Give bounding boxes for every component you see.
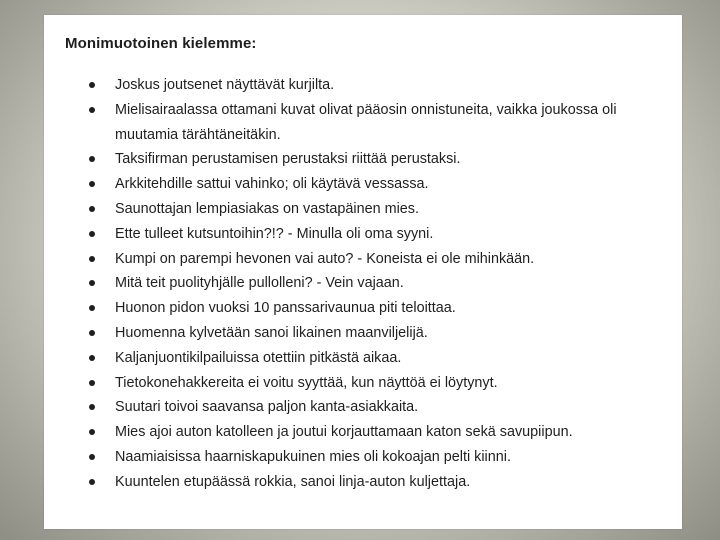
bullet-icon bbox=[89, 256, 95, 262]
bullet-icon bbox=[89, 280, 95, 286]
bullet-list bbox=[86, 73, 676, 495]
bullet-icon bbox=[89, 479, 95, 485]
list-item bbox=[86, 321, 676, 346]
list-item bbox=[86, 197, 676, 222]
bullet-icon bbox=[89, 107, 95, 113]
list-item bbox=[86, 271, 676, 296]
list-item-text: Kumpi on parempi hevonen vai auto? - Koneista ei ole mihinkään. bbox=[115, 250, 535, 267]
list-item-text: Mitä teit puolityhjälle pullolleni? - Vein vajaan. bbox=[115, 275, 404, 292]
list-item-text: Saunottajan lempiasiakas on vastapäinen mies. bbox=[115, 200, 419, 217]
bullet-icon bbox=[89, 231, 95, 237]
document-panel bbox=[44, 15, 682, 529]
list-item bbox=[86, 73, 676, 98]
list-item-text: Arkkitehdille sattui vahinko; oli käytävä vessassa. bbox=[115, 176, 429, 193]
list-item-text: Kuuntelen etupäässä rokkia, sanoi linja-auton kuljettaja. bbox=[115, 473, 471, 490]
list-item bbox=[86, 98, 676, 148]
bullet-icon bbox=[89, 330, 95, 336]
bullet-icon bbox=[89, 82, 95, 88]
bullet-icon bbox=[89, 404, 95, 410]
list-item bbox=[86, 445, 676, 470]
list-item-text: Suutari toivoi saavansa paljon kanta-asiakkaita. bbox=[115, 399, 419, 416]
list-item bbox=[86, 222, 676, 247]
list-item-text: Mies ajoi auton katolleen ja joutui korjauttamaan katon sekä savupiipun. bbox=[115, 424, 573, 441]
list-item-text: Huonon pidon vuoksi 10 panssarivaunua piti teloittaa. bbox=[115, 300, 456, 317]
bullet-icon bbox=[89, 429, 95, 435]
bullet-icon bbox=[89, 206, 95, 212]
list-item bbox=[86, 371, 676, 396]
list-item bbox=[86, 470, 676, 495]
list-item bbox=[86, 172, 676, 197]
list-item bbox=[86, 147, 676, 172]
list-item bbox=[86, 346, 676, 371]
bullet-icon bbox=[89, 380, 95, 386]
list-item-text: Ette tulleet kutsuntoihin?!? - Minulla oli oma syyni. bbox=[115, 225, 434, 242]
list-item-text: Kaljanjuontikilpailuissa otettiin pitkästä aikaa. bbox=[115, 349, 402, 366]
bullet-icon bbox=[89, 156, 95, 162]
list-item-text: Taksifirman perustamisen perustaksi riittää perustaksi. bbox=[115, 151, 461, 168]
list-item-text: Tietokonehakkereita ei voitu syyttää, kun näyttöä ei löytynyt. bbox=[115, 374, 498, 391]
bullet-icon bbox=[89, 355, 95, 361]
list-item bbox=[86, 247, 676, 272]
list-item-text: Mielisairaalassa ottamani kuvat olivat pääosin onnistuneita, vaikka joukossa oli muutamia tärähtäneitäkin. bbox=[115, 101, 617, 143]
list-item bbox=[86, 296, 676, 321]
list-item bbox=[86, 395, 676, 420]
bullet-icon bbox=[89, 454, 95, 460]
list-item-text: Huomenna kylvetään sanoi likainen maanviljelijä. bbox=[115, 324, 428, 341]
bullet-icon bbox=[89, 181, 95, 187]
list-item-text: Naamiaisissa haarniskapukuinen mies oli kokoajan pelti kiinni. bbox=[115, 448, 511, 465]
document-heading: Monimuotoinen kielemme: bbox=[65, 35, 257, 52]
list-item-text: Joskus joutsenet näyttävät kurjilta. bbox=[115, 77, 335, 93]
bullet-icon bbox=[89, 305, 95, 311]
list-item bbox=[86, 420, 676, 445]
